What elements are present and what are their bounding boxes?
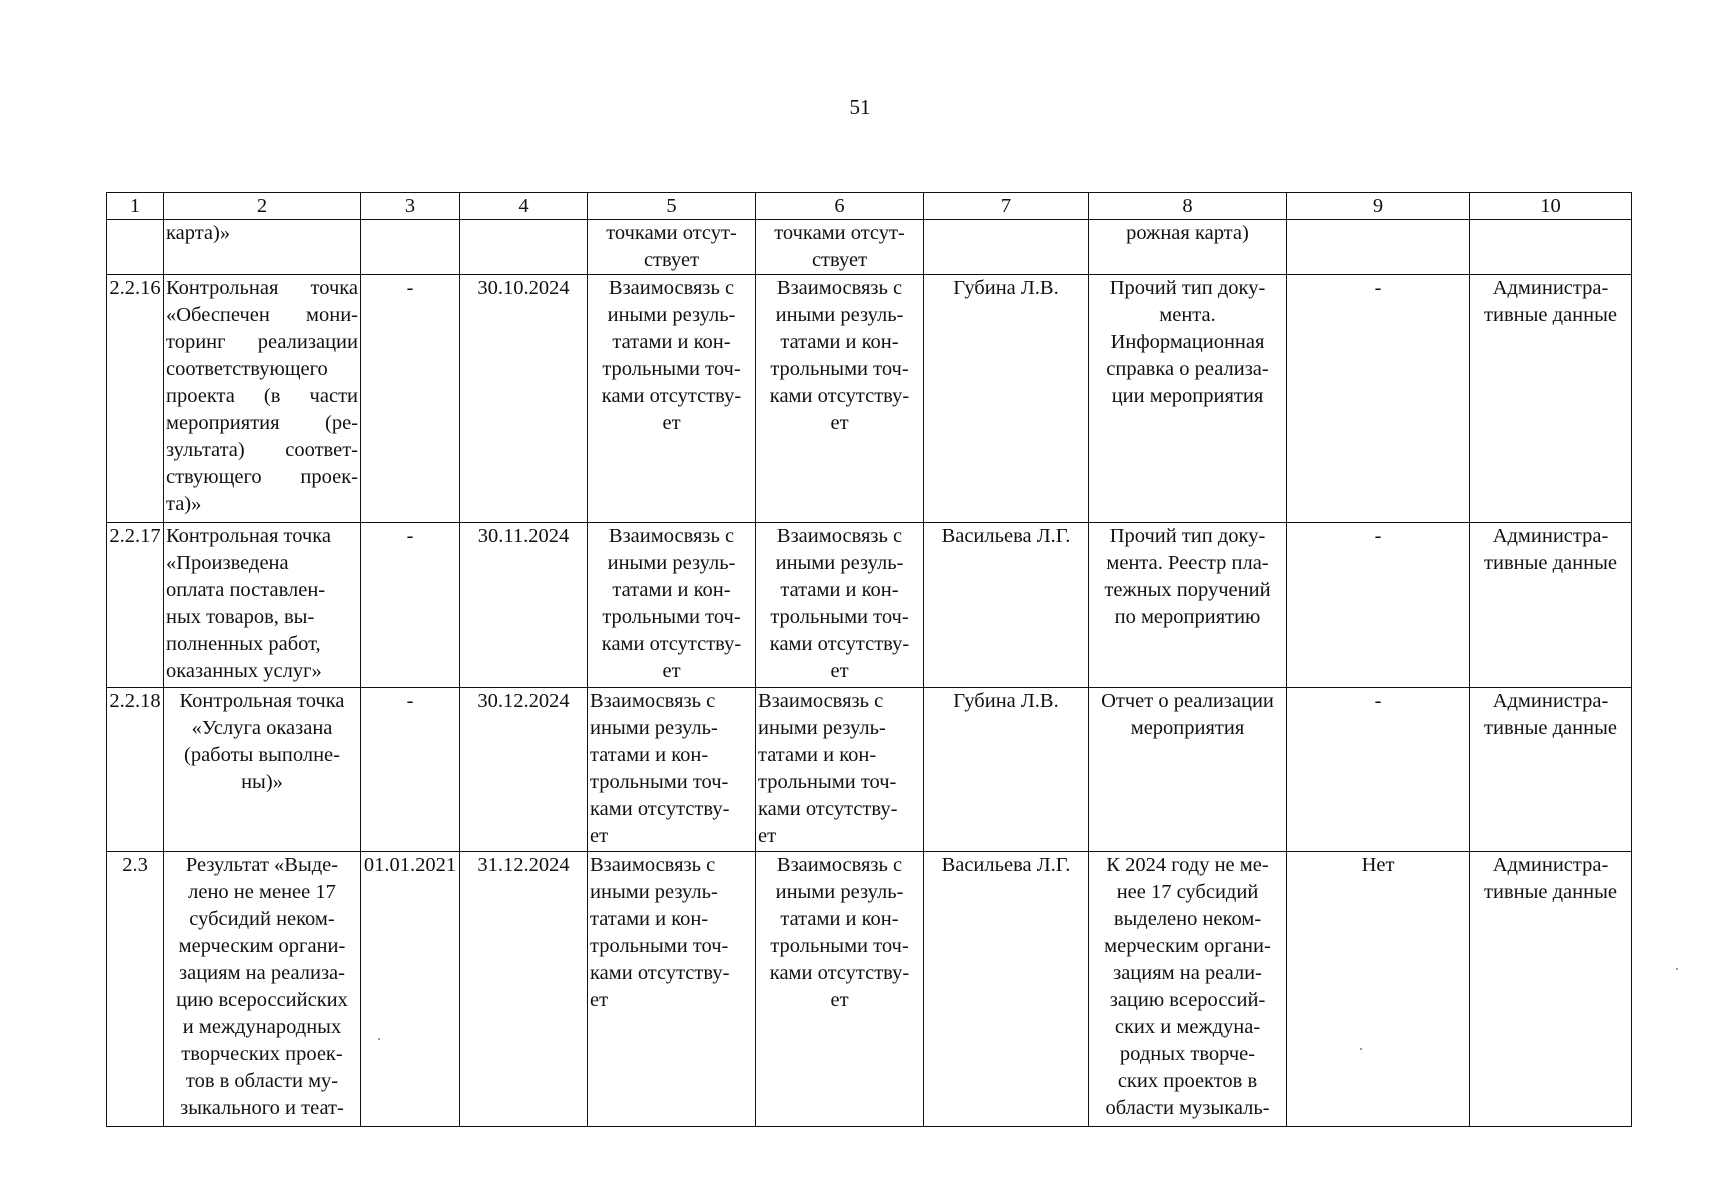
row-data-source: Администра- тивные данные: [1470, 852, 1632, 1127]
scan-speck: [378, 1038, 380, 1040]
row-end: 30.11.2024: [460, 523, 588, 688]
row-data-source: Администра- тивные данные: [1470, 688, 1632, 852]
table-row: [107, 275, 1632, 523]
row-link-control: Взаимосвязь с иными резуль- татами и кон- трольными точ- ками отсутству- ет: [756, 852, 924, 1127]
row-id: 2.2.16: [107, 275, 164, 523]
row-responsible: Губина Л.В.: [924, 275, 1089, 523]
row-document: Прочий тип доку- мента. Информационная справка о реализа- ции мероприятия: [1089, 275, 1287, 523]
table-row: [107, 220, 1632, 275]
row-start: -: [361, 275, 460, 523]
row-id: 2.2.18: [107, 688, 164, 852]
scan-speck: [1676, 968, 1678, 970]
row-name: Результат «Выде- лено не менее 17 субсидий неком- мерческим органи- зациям на реализа- цию всероссийских и международных творческих проек- тов в области му- зыкального и теат-: [164, 852, 361, 1127]
header-col-8: 8: [1089, 193, 1287, 220]
table-row: [107, 688, 1632, 852]
header-col-4: 4: [460, 193, 588, 220]
row-end: 30.12.2024: [460, 688, 588, 852]
scan-speck: [1360, 1048, 1362, 1050]
row-link-control: точками отсут- ствует: [756, 220, 924, 275]
row-info-system: -: [1287, 688, 1470, 852]
row-info-system: -: [1287, 523, 1470, 688]
row-data-source: [1470, 220, 1632, 275]
header-col-10: 10: [1470, 193, 1632, 220]
header-col-2: 2: [164, 193, 361, 220]
row-end: [460, 220, 588, 275]
header-col-1: 1: [107, 193, 164, 220]
control-points-table: [106, 192, 1632, 1127]
table-row: [107, 852, 1632, 1127]
row-info-system: -: [1287, 275, 1470, 523]
row-end: 31.12.2024: [460, 852, 588, 1127]
table-row: [107, 523, 1632, 688]
row-end: 30.10.2024: [460, 275, 588, 523]
row-name: карта)»: [164, 220, 361, 275]
header-col-7: 7: [924, 193, 1089, 220]
row-link-results: Взаимосвязь с иными резуль- татами и кон- трольными точ- ками отсутству- ет: [588, 275, 756, 523]
row-name: Контрольная точка «Услуга оказана (работы выполне- ны)»: [164, 688, 361, 852]
header-col-6: 6: [756, 193, 924, 220]
row-link-results: Взаимосвязь с иными резуль- татами и кон- трольными точ- ками отсутству- ет: [588, 852, 756, 1127]
row-data-source: Администра- тивные данные: [1470, 275, 1632, 523]
row-info-system: [1287, 220, 1470, 275]
row-link-control: Взаимосвязь с иными резуль- татами и кон- трольными точ- ками отсутству- ет: [756, 275, 924, 523]
row-id: 2.2.17: [107, 523, 164, 688]
row-link-results: Взаимосвязь с иными резуль- татами и кон- трольными точ- ками отсутству- ет: [588, 688, 756, 852]
header-col-9: 9: [1287, 193, 1470, 220]
row-link-control: Взаимосвязь с иными резуль- татами и кон- трольными точ- ками отсутству- ет: [756, 523, 924, 688]
row-document: Прочий тип доку- мента. Реестр пла- тежных поручений по мероприятию: [1089, 523, 1287, 688]
row-name: Контрольная точка «Обеспечен мони- торинг реализации соответствующего проекта (в части мероприятия (ре- зультата) соответ- ствующего проек- та)»: [164, 275, 361, 523]
row-document: К 2024 году не ме- нее 17 субсидий выделено неком- мерческим органи- зациям на реали- зацию всероссий- ских и междуна- родных творче- ских проектов в области музыкаль-: [1089, 852, 1287, 1127]
header-col-5: 5: [588, 193, 756, 220]
row-responsible: Губина Л.В.: [924, 688, 1089, 852]
row-document: Отчет о реализации мероприятия: [1089, 688, 1287, 852]
row-link-results: точками отсут- ствует: [588, 220, 756, 275]
row-document: рожная карта): [1089, 220, 1287, 275]
row-id: [107, 220, 164, 275]
row-responsible: Васильева Л.Г.: [924, 523, 1089, 688]
row-data-source: Администра- тивные данные: [1470, 523, 1632, 688]
row-id: 2.3: [107, 852, 164, 1127]
row-responsible: Васильева Л.Г.: [924, 852, 1089, 1127]
row-responsible: [924, 220, 1089, 275]
row-link-results: Взаимосвязь с иными резуль- татами и кон- трольными точ- ками отсутству- ет: [588, 523, 756, 688]
header-col-3: 3: [361, 193, 460, 220]
header-row: [107, 193, 1632, 220]
page-number: 51: [849, 95, 871, 119]
row-start: [361, 220, 460, 275]
row-start: 01.01.2021: [361, 852, 460, 1127]
row-info-system: Нет: [1287, 852, 1470, 1127]
row-start: -: [361, 523, 460, 688]
row-name: Контрольная точка «Произведена оплата поставлен- ных товаров, вы- полненных работ, оказанных услуг»: [164, 523, 361, 688]
row-start: -: [361, 688, 460, 852]
row-link-control: Взаимосвязь с иными резуль- татами и кон- трольными точ- ками отсутству- ет: [756, 688, 924, 852]
